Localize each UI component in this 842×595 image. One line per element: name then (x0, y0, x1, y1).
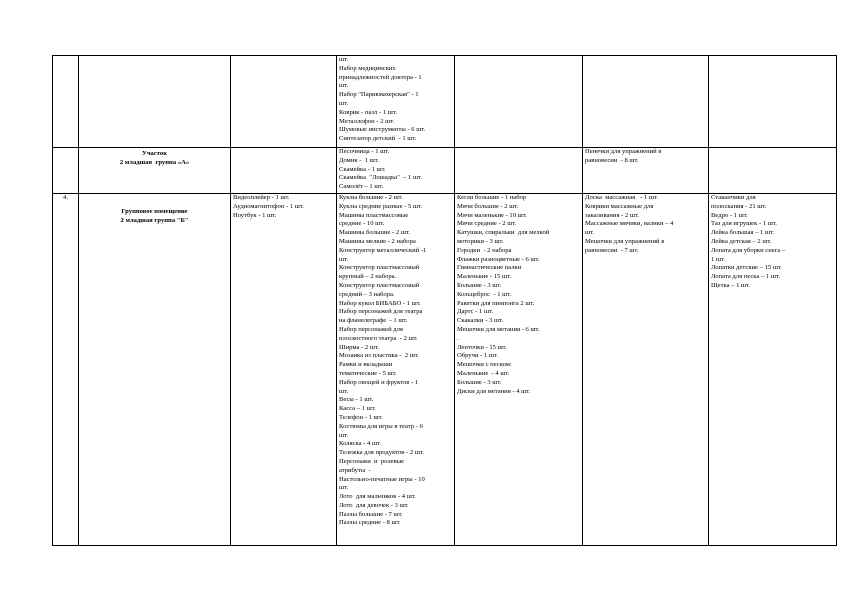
item-line: Набор медицинских (339, 64, 396, 72)
tech-equipment-cell (231, 148, 337, 194)
item-line: средний – 3 набора. (339, 290, 395, 298)
row-number-cell: 4. (53, 194, 79, 546)
place-title: Групповое помещение (121, 208, 188, 215)
item-line: Конструктор пластмассовый (339, 264, 420, 272)
item-line: Домик - 1 шт. (339, 156, 379, 164)
item-line: полоскания - 21 шт. (711, 202, 767, 210)
item-line: Весы - 1 шт. (339, 396, 374, 404)
inventory-table (52, 55, 837, 546)
toys-cell (337, 56, 455, 148)
household-items-cell (709, 56, 837, 148)
item-line: Рамки и вкладыши (339, 361, 393, 369)
item-line: Скамейка - 1 шт. (339, 165, 386, 173)
item-line: Мячи большие - 2 шт. (457, 202, 519, 210)
tech-equipment-cell (231, 194, 337, 546)
item-line: принадлежностей доктора - 1 (339, 73, 422, 81)
item-line: Шумовые инструменты - 6 шт. (339, 126, 426, 134)
item-line: Тележка для продуктов - 2 шт. (339, 449, 424, 457)
item-line: шт. (585, 229, 595, 237)
item-line: Лото для девочек - 3 шт. (339, 501, 409, 509)
item-line: равновесии - 8 шт. (585, 156, 639, 164)
item-line: атрибуты - (339, 466, 371, 474)
item-line: Коврики массажные для (585, 202, 654, 210)
item-line: Кольцеброс - 1 шт. (457, 290, 512, 298)
item-line: Машины мелкие - 2 набора (339, 237, 416, 245)
item-line: Гимнастические палки (457, 264, 522, 272)
item-line: Кегли большие - 1 набор (457, 194, 527, 201)
household-items-cell (709, 148, 837, 194)
item-line: Ширма - 2 шт. (339, 343, 379, 351)
item-line: Конструктор металлический -1 (339, 246, 427, 254)
item-line: Дартс - 1 шт. (457, 308, 494, 316)
place-cell (79, 148, 231, 194)
item-line: Пенечки для упражнений в (585, 148, 662, 155)
item-line: Видеоплейер - 1 шт. (233, 194, 290, 201)
item-line: Лейка большая – 1 шт. (711, 229, 775, 237)
item-line: Лейка детская – 2 шт. (711, 237, 772, 245)
item-line: шт. (339, 387, 349, 395)
health-equipment-cell (583, 148, 709, 194)
item-line: Городки - 2 набора (457, 246, 512, 254)
item-line: Лото для мальчиков - 4 шт. (339, 493, 416, 501)
item-line: Костюмы для игры в театр - 6 (339, 422, 423, 430)
item-line: шт. (339, 56, 349, 63)
item-line: Таз для игрушек - 1 шт. (711, 220, 777, 228)
sports-equipment-cell (455, 194, 583, 546)
item-line: шт. (339, 255, 349, 263)
item-line: Самолёт – 1 шт. (339, 183, 384, 191)
item-line: закаливания - 2 шт. (585, 211, 640, 219)
place-cell (79, 194, 231, 546)
item-line: Набор персонажей для (339, 325, 403, 333)
item-line: шт. (339, 82, 349, 90)
item-line: Скакалки - 3 шт. (457, 317, 504, 325)
item-line: Ноутбук - 1 шт. (233, 211, 277, 219)
item-line: Металлофон - 2 шт. (339, 117, 395, 125)
item-line: Обручи - 1 шт. (457, 352, 499, 360)
item-line: равновесии - 7 шт. (585, 246, 639, 254)
item-line: Мозаика из пластика - 2 шт. (339, 352, 419, 360)
place-title: Участок (141, 150, 168, 157)
place-subtitle: 2 младшая группа «А» (119, 158, 190, 166)
item-line: Коляска - 4 шт. (339, 440, 382, 448)
item-line: Ведро - 1 шт. (711, 211, 748, 219)
item-line: Пазлы большие - 7 шт. (339, 510, 403, 518)
item-line: шт. (339, 99, 349, 107)
table-row (53, 194, 837, 546)
item-line: Набор персонажей для театра (339, 308, 423, 316)
item-line: Касса – 1 шт. (339, 405, 376, 413)
item-line: крупный – 2 набора. (339, 273, 397, 281)
item-line: Конструктор пластмассовый (339, 281, 420, 289)
item-line: Синтезатор детский - 1 шт. (339, 135, 417, 143)
item-line: Стаканчики для (711, 194, 756, 201)
item-line: 1 шт. (711, 255, 726, 263)
row-number-cell (53, 56, 79, 148)
item-line: Коврик - пазл - 1 шт. (339, 108, 397, 116)
item-line: Мешочки для метания - 6 шт. (457, 325, 540, 333)
item-line: Большие - 3 шт. (457, 378, 502, 386)
item-line: Персонажи и ролевые (339, 457, 405, 465)
item-line: Диски для метания - 4 шт. (457, 387, 531, 395)
tech-equipment-cell (231, 56, 337, 148)
item-line: Пазлы средние - 8 шт. (339, 519, 401, 527)
item-line: тематические - 5 шт. (339, 369, 397, 377)
household-items-cell (709, 194, 837, 546)
item-line: Маленькие - 15 шт. (457, 273, 512, 281)
item-line: Набор овощей и фруктов - 1 (339, 378, 419, 386)
health-equipment-cell (583, 194, 709, 546)
toys-cell (337, 148, 455, 194)
item-line: Мячи средние - 2 шт. (457, 220, 517, 228)
item-line: Мешочки с песком: (457, 361, 512, 369)
item-line: Скамейка "Лошадка" – 1 шт. (339, 174, 423, 182)
item-line: Доска массажная - 1 шт. (585, 194, 659, 201)
health-equipment-cell (583, 56, 709, 148)
item-line: Ленточки - 15 шт. (457, 343, 507, 351)
row-number-cell (53, 148, 79, 194)
item-line: Лопата для уборки снега – (711, 246, 786, 254)
item-line: Большие - 3 шт. (457, 281, 502, 289)
item-line: Аудиомагнитофон - 1 шт. (233, 202, 304, 210)
item-line: Набор "Парикмахерская" - 1 (339, 91, 419, 99)
item-line: Куклы средние разные - 5 шт. (339, 202, 423, 210)
item-line: средние - 10 шт. (339, 220, 385, 228)
item-line: Лопата для песка – 1 шт. (711, 273, 780, 281)
item-line: Машины пластмассовые (339, 211, 409, 219)
sports-equipment-cell (455, 56, 583, 148)
item-line: Песочница - 1 шт. (339, 148, 390, 155)
item-line: моторики - 3 шт. (457, 237, 504, 245)
item-line: Машины большие - 2 шт. (339, 229, 410, 237)
item-line: Маленькие - 4 шт. (457, 369, 510, 377)
item-line: Лопатки детские – 15 шт. (711, 264, 782, 272)
item-line: шт. (339, 484, 349, 492)
item-line: Массажные мячики, валики – 4 (585, 220, 674, 228)
item-line: Катушки, спиральки для мелкой (457, 229, 550, 237)
sports-equipment-cell (455, 148, 583, 194)
place-subtitle: 2 младшая группа "Б" (120, 216, 189, 224)
item-line: плоскостного театра - 2 шт. (339, 334, 418, 342)
item-line: Набор кукол БИБАБО - 1 шт. (339, 299, 421, 307)
item-line: . (457, 334, 459, 342)
item-line: Настольно-печатные игры - 10 (339, 475, 425, 483)
item-line: Мешочки для упражнений в (585, 237, 665, 245)
item-line: Куклы большие - 2 шт. (339, 194, 403, 201)
item-line: Мячи маленькие - 10 шт. (457, 211, 527, 219)
item-line: шт. (339, 431, 349, 439)
place-cell (79, 56, 231, 148)
table-row (53, 56, 837, 148)
toys-cell (337, 194, 455, 546)
item-line: на фланелеграфе - 1 шт. (339, 317, 408, 325)
item-line: Щетка – 1 шт. (711, 281, 751, 289)
table-row (53, 148, 837, 194)
item-line: Телефон - 1 шт. (339, 413, 383, 421)
item-line: Ракетки для пинпонга 2 шт. (457, 299, 535, 307)
item-line: Флажки разноцветные - 6 шт. (457, 255, 540, 263)
